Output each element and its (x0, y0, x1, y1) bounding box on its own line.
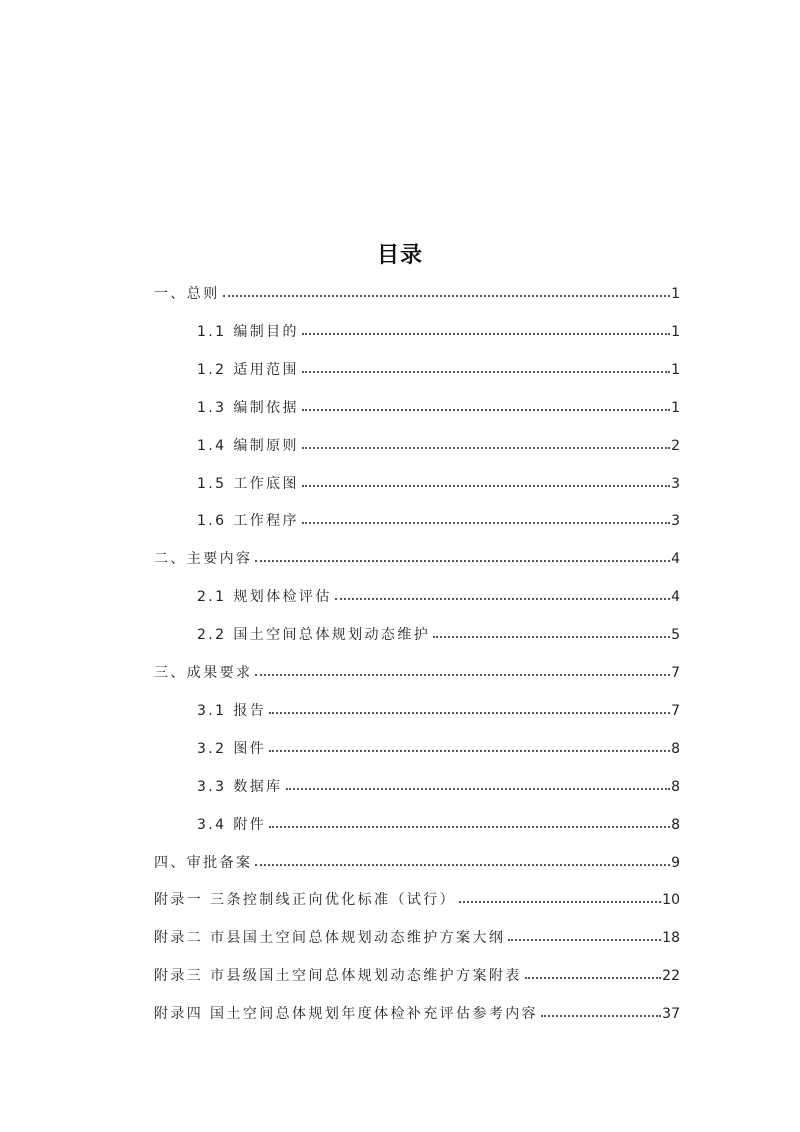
toc-entry-label: 二、主要内容 (154, 551, 253, 568)
toc-dot-leader (433, 636, 670, 638)
toc-entry-page-number: 9 (671, 854, 680, 871)
toc-entry-label: 1.4 编制原则 (197, 437, 299, 454)
toc-entry-label: 3.4 附件 (197, 816, 267, 833)
toc-entry-page-number: 1 (671, 361, 680, 378)
toc-entry-label: 3.2 图件 (197, 740, 267, 757)
toc-dot-leader (255, 674, 670, 676)
toc-entry[interactable] (197, 733, 680, 759)
toc-dot-leader (223, 295, 670, 297)
toc-entry[interactable] (154, 998, 680, 1024)
toc-entry[interactable] (154, 922, 680, 948)
toc-entry-page-number: 8 (671, 740, 680, 757)
toc-dot-leader (269, 750, 670, 752)
toc-entry[interactable] (154, 960, 680, 986)
toc-entry[interactable] (154, 543, 680, 569)
toc-entry-page-number: 37 (662, 1006, 680, 1023)
toc-dot-leader (302, 371, 670, 373)
toc-entry-page-number: 18 (662, 930, 680, 947)
toc-entry-label: 1.1 编制目的 (197, 323, 299, 340)
toc-dot-leader (459, 901, 661, 903)
toc-entry[interactable] (197, 354, 680, 380)
toc-entry-label: 3.3 数据库 (197, 778, 283, 795)
toc-entry[interactable] (154, 657, 680, 683)
toc-entry-label: 附录一 三条控制线正向优化标准（试行） (154, 892, 457, 909)
toc-entry-page-number: 3 (671, 475, 680, 492)
toc-entry-label: 四、审批备案 (154, 854, 253, 871)
toc-entry-label: 2.2 国土空间总体规划动态维护 (197, 627, 431, 644)
toc-entry-page-number: 1 (671, 323, 680, 340)
toc-dot-leader (286, 788, 671, 790)
toc-dot-leader (255, 864, 670, 866)
toc-entry-label: 附录二 市县国土空间总体规划动态维护方案大纲 (154, 930, 506, 947)
toc-entry-page-number: 4 (671, 551, 680, 568)
toc-entry-label: 3.1 报告 (197, 702, 267, 719)
toc-entry-label: 1.2 适用范围 (197, 361, 299, 378)
toc-entry-label: 1.3 编制依据 (197, 399, 299, 416)
toc-dot-leader (302, 447, 670, 449)
toc-entry[interactable] (197, 695, 680, 721)
toc-dot-leader (302, 409, 670, 411)
toc-entry-page-number: 2 (671, 437, 680, 454)
toc-entry[interactable] (197, 430, 680, 456)
toc-entry[interactable] (154, 278, 680, 304)
toc-entry-label: 附录三 市县级国土空间总体规划动态维护方案附表 (154, 968, 522, 985)
toc-entry-page-number: 4 (671, 589, 680, 606)
toc-dot-leader (335, 598, 670, 600)
toc-dot-leader (269, 826, 670, 828)
toc-entry-page-number: 7 (671, 702, 680, 719)
toc-entry-page-number: 3 (671, 513, 680, 530)
toc-entry-page-number: 1 (671, 399, 680, 416)
toc-entry-page-number: 5 (671, 627, 680, 644)
toc-entry-label: 一、总则 (154, 286, 220, 302)
toc-title: 目录 (376, 243, 423, 268)
toc-entry[interactable] (197, 581, 680, 607)
toc-entry-label: 1.5 工作底图 (197, 475, 299, 492)
toc-entry-label: 1.6 工作程序 (197, 513, 299, 530)
toc-dot-leader (269, 712, 670, 714)
toc-entry-page-number: 10 (662, 892, 680, 909)
toc-entry[interactable] (197, 316, 680, 342)
toc-dot-leader (302, 485, 670, 487)
toc-dot-leader (525, 977, 662, 979)
toc-dot-leader (255, 560, 670, 562)
toc-entry-page-number: 8 (671, 778, 680, 795)
toc-entry-label: 2.1 规划体检评估 (197, 589, 332, 606)
toc-entry[interactable] (154, 884, 680, 910)
toc-entry-page-number: 22 (662, 968, 680, 985)
toc-dot-leader (302, 333, 670, 335)
toc-entry[interactable] (197, 505, 680, 531)
toc-dot-leader (541, 1015, 661, 1017)
toc-entry[interactable] (197, 468, 680, 494)
toc-entry-label: 附录四 国土空间总体规划年度体检补充评估参考内容 (154, 1006, 539, 1023)
toc-entry-label: 三、成果要求 (154, 665, 253, 681)
toc-entry-page-number: 7 (671, 665, 680, 681)
toc-entry[interactable] (197, 392, 680, 418)
toc-entry[interactable] (197, 619, 680, 645)
toc-entry-page-number: 8 (671, 816, 680, 833)
toc-entry[interactable] (197, 809, 680, 835)
toc-dot-leader (302, 522, 670, 524)
toc-entry[interactable] (154, 847, 680, 873)
toc-entry[interactable] (197, 771, 680, 797)
toc-dot-leader (508, 939, 661, 941)
toc-entry-page-number: 1 (671, 286, 680, 302)
